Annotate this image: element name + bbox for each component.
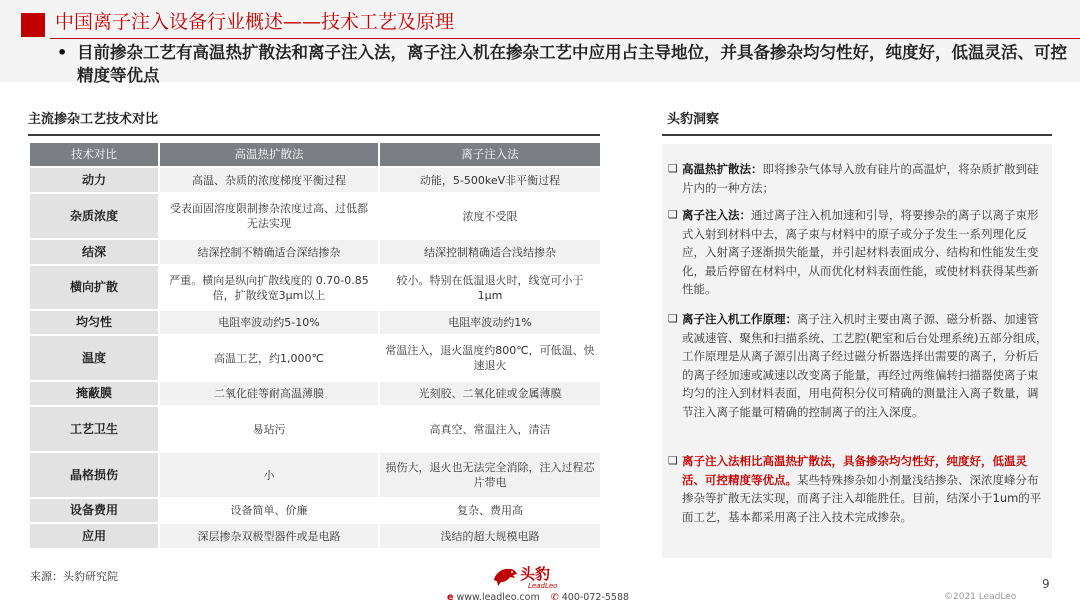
row-header: 晶格损伤 [29,452,159,498]
table-cell: 浅结的超大规模电路 [379,523,601,549]
table-section-title: 主流掺杂工艺技术对比 [28,112,159,127]
source-note: 来源：头豹研究院 [30,570,118,583]
table-row [29,239,601,265]
row-header: 设备费用 [29,498,159,523]
table-row [29,265,601,310]
table-section-rule [28,134,600,136]
row-header: 应用 [29,523,159,549]
table-row [29,335,601,381]
table-cell: 较小。特别在低温退火时，线宽可小于1μm [379,265,601,310]
row-header: 动力 [29,167,159,193]
page-number: 9 [1042,577,1050,591]
table-cell: 浓度不受限 [379,193,601,239]
table-cell: 高温工艺，约1,000℃ [159,335,379,381]
row-header: 温度 [29,335,159,381]
headline-bullet: • [57,43,68,62]
table-header-row [29,142,601,167]
row-header: 掩蔽膜 [29,381,159,406]
insight-item [668,160,1048,197]
table-cell: 设备简单、价廉 [159,498,379,523]
insight-keyword: 离子注入机工作原理： [682,312,797,326]
table-row [29,452,601,498]
table-cell: 动能，5-500keV非平衡过程 [379,167,601,193]
table-cell: 结深控制不精确适合深结掺杂 [159,239,379,265]
table-row [29,167,601,193]
header-cell-criteria: 技术对比 [29,142,159,167]
table-cell: 易玷污 [159,406,379,452]
row-header: 工艺卫生 [29,406,159,452]
footer-contact [447,592,629,603]
table-row [29,498,601,523]
table-row [29,381,601,406]
phone-number: 400-072-5588 [561,592,630,603]
table-row [29,193,601,239]
copyright: ©2021 LeadLeo [944,592,1017,602]
table-cell: 二氧化硅等耐高温薄膜 [159,381,379,406]
header-cell-ion-implantation: 离子注入法 [379,142,601,167]
table-cell: 高温、杂质的浓度梯度平衡过程 [159,167,379,193]
insight-item-highlight [668,452,1048,526]
phone-icon: ✆ [550,592,559,603]
table-cell: 电阻率波动约1% [379,310,601,335]
row-header: 杂质浓度 [29,193,159,239]
title-underline [50,38,1080,39]
table-cell: 深层掺杂双极型器件或是电路 [159,523,379,549]
page-title: 中国离子注入设备行业概述——技术工艺及原理 [55,11,455,33]
insight-keyword: 离子注入法： [682,208,751,222]
table-cell [159,193,379,239]
web-icon: e [447,592,454,603]
cell-text: 受表面固溶度限制掺杂浓度过高、过低都无法实现 [170,202,368,230]
row-header: 横向扩散 [29,265,159,310]
table-cell: 结深控制精确适合浅结掺杂 [379,239,601,265]
checkbox-icon: ❑ [668,208,678,221]
table-cell: 常温注入，退火温度约800℃，可低温、快速退火 [379,335,601,381]
header-cell-thermal-diffusion: 高温热扩散法 [159,142,379,167]
table-cell: 复杂、费用高 [379,498,601,523]
insight-keyword: 离子注入法相比高温热扩散法，具备掺杂均匀性好，纯度好，低温灵活、可控精度等优点。 [682,454,1027,487]
table-cell: 电阻率波动约5-10% [159,310,379,335]
insight-keyword: 高温热扩散法： [682,162,763,176]
table-cell: 严重。横向是纵向扩散线度的 0.70-0.85倍，扩散线宽3μm以上 [159,265,379,310]
insight-item [668,206,1048,299]
row-header: 结深 [29,239,159,265]
comparison-table [28,141,602,550]
insight-text: 某些特殊掺杂如小剂量浅结掺杂、深浓度峰分布掺杂等扩散无法实现，而离子注入却能胜任。目前，结深小于1um的平面工艺，基本都采用离子注入技术完成掺杂。 [682,472,1042,524]
insight-text: 通过离子注入机加速和引导，将要掺杂的离子以离子束形式入射到材料中去，离子束与材料中的原子或分子发生一系列理化反应，入射离子逐渐损失能量，并引起材料表面成分、结构和性能发生变化，最后停留在材料中，从而优化材料表面性能，或使材料获得某些新性能。 [682,208,1039,297]
table-row [29,523,601,549]
table-cell: 高真空、常温注入，清洁 [379,406,601,452]
brand-name: 头豹 [520,565,551,583]
insight-text: 离子注入机时主要由离子源、磁分析器、加速管或减速管、聚焦和扫描系统、工艺腔(靶室和后台处理系统)五部分组成，工作原理是从离子源引出离子经过磁分析器选择出需要的离子，分析后的离子经加速或减速以改变离子能量，再经过两维偏转扫描器使离子束均匀的注入到材料表面，用电荷积分仪可精确的测量注入离子数量，调节注入离子能量可精确的控制离子的注入深度。 [682,312,1048,419]
insight-section-rule [662,134,1052,136]
headline-summary: 目前掺杂工艺有高温热扩散法和离子注入法，离子注入机在掺杂工艺中应用占主导地位，并具备掺杂均匀性好，纯度好，低温灵活、可控精度等优点 [77,43,1067,85]
title-marker [21,13,45,37]
checkbox-icon: ❑ [668,312,678,325]
table-cell: 光刻胶、二氧化硅或金属薄膜 [379,381,601,406]
insight-item [668,310,1048,422]
insight-text: 即将掺杂气体导入放有硅片的高温炉，将杂质扩散到硅片内的一种方法； [682,162,1039,195]
insight-section-title: 头豹洞察 [667,112,720,127]
table-row [29,310,601,335]
table-cell: 损伤大，退火也无法完全消除，注入过程芯片带电 [379,452,601,498]
table-row [29,406,601,452]
checkbox-icon: ❑ [668,162,678,175]
website-link[interactable]: www.leadleo.com [456,592,540,603]
checkbox-icon: ❑ [668,454,678,467]
row-header: 均匀性 [29,310,159,335]
brand-subtitle: LeadLeo [528,582,558,590]
leopard-logo-icon [492,565,518,587]
table-cell: 小 [159,452,379,498]
